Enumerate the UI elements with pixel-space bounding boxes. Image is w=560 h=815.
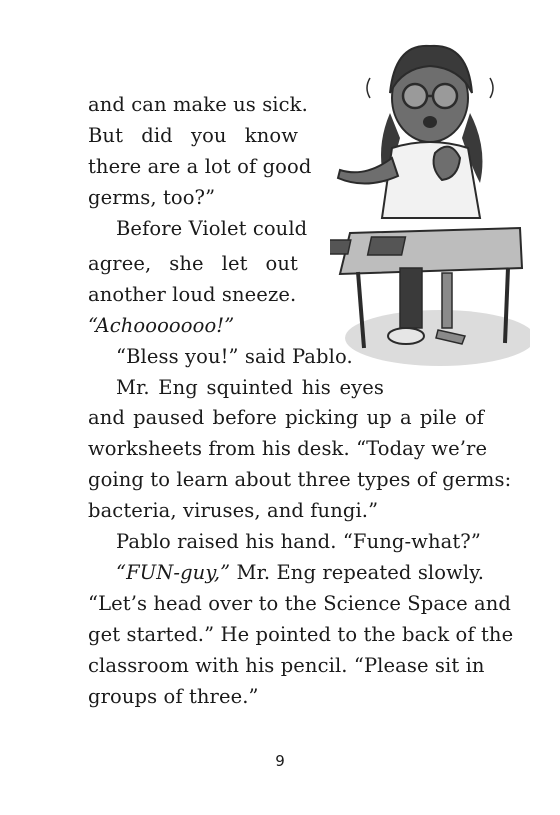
text-line: going to learn about three types of germs: bbox=[88, 468, 512, 491]
text-line: agree, she let out bbox=[88, 252, 298, 275]
text-line: germs, too?” bbox=[88, 186, 216, 209]
text-line: groups of three.” bbox=[88, 685, 259, 708]
text-line: But did you know bbox=[88, 124, 298, 147]
text-line-italic: “Achooooooo!” bbox=[88, 314, 235, 337]
text-italic-span: “FUN-guy,” bbox=[116, 561, 231, 584]
text-line: “Bless you!” said Pablo. bbox=[116, 345, 353, 368]
text-line: classroom with his pencil. “Please sit in bbox=[88, 654, 485, 677]
text-line: “Let’s head over to the Science Space and bbox=[88, 592, 511, 615]
sneezing-girl-illustration bbox=[330, 18, 530, 368]
text-span: Mr. Eng repeated slowly. bbox=[230, 561, 485, 584]
text-line: worksheets from his desk. “Today we’re bbox=[88, 437, 488, 460]
text-line: another loud sneeze. bbox=[88, 283, 297, 306]
text-line: Before Violet could bbox=[116, 217, 308, 240]
text-line: and paused before picking up a pile of bbox=[88, 406, 484, 429]
glasses-left-lens bbox=[403, 84, 427, 108]
desk bbox=[340, 228, 522, 274]
text-line: bacteria, viruses, and fungi.” bbox=[88, 499, 379, 522]
text-line: and can make us sick. bbox=[88, 93, 308, 116]
text-line: Pablo raised his hand. “Fung-what?” bbox=[116, 530, 481, 553]
text-line bbox=[116, 559, 484, 587]
text-line: there are a lot of good bbox=[88, 155, 312, 178]
text-line: Mr. Eng squinted his eyes bbox=[116, 376, 384, 399]
text-line: get started.” He pointed to the back of the bbox=[88, 623, 514, 646]
glasses-right-lens bbox=[433, 84, 457, 108]
shirt bbox=[382, 142, 480, 218]
page-number: 9 bbox=[275, 752, 285, 770]
